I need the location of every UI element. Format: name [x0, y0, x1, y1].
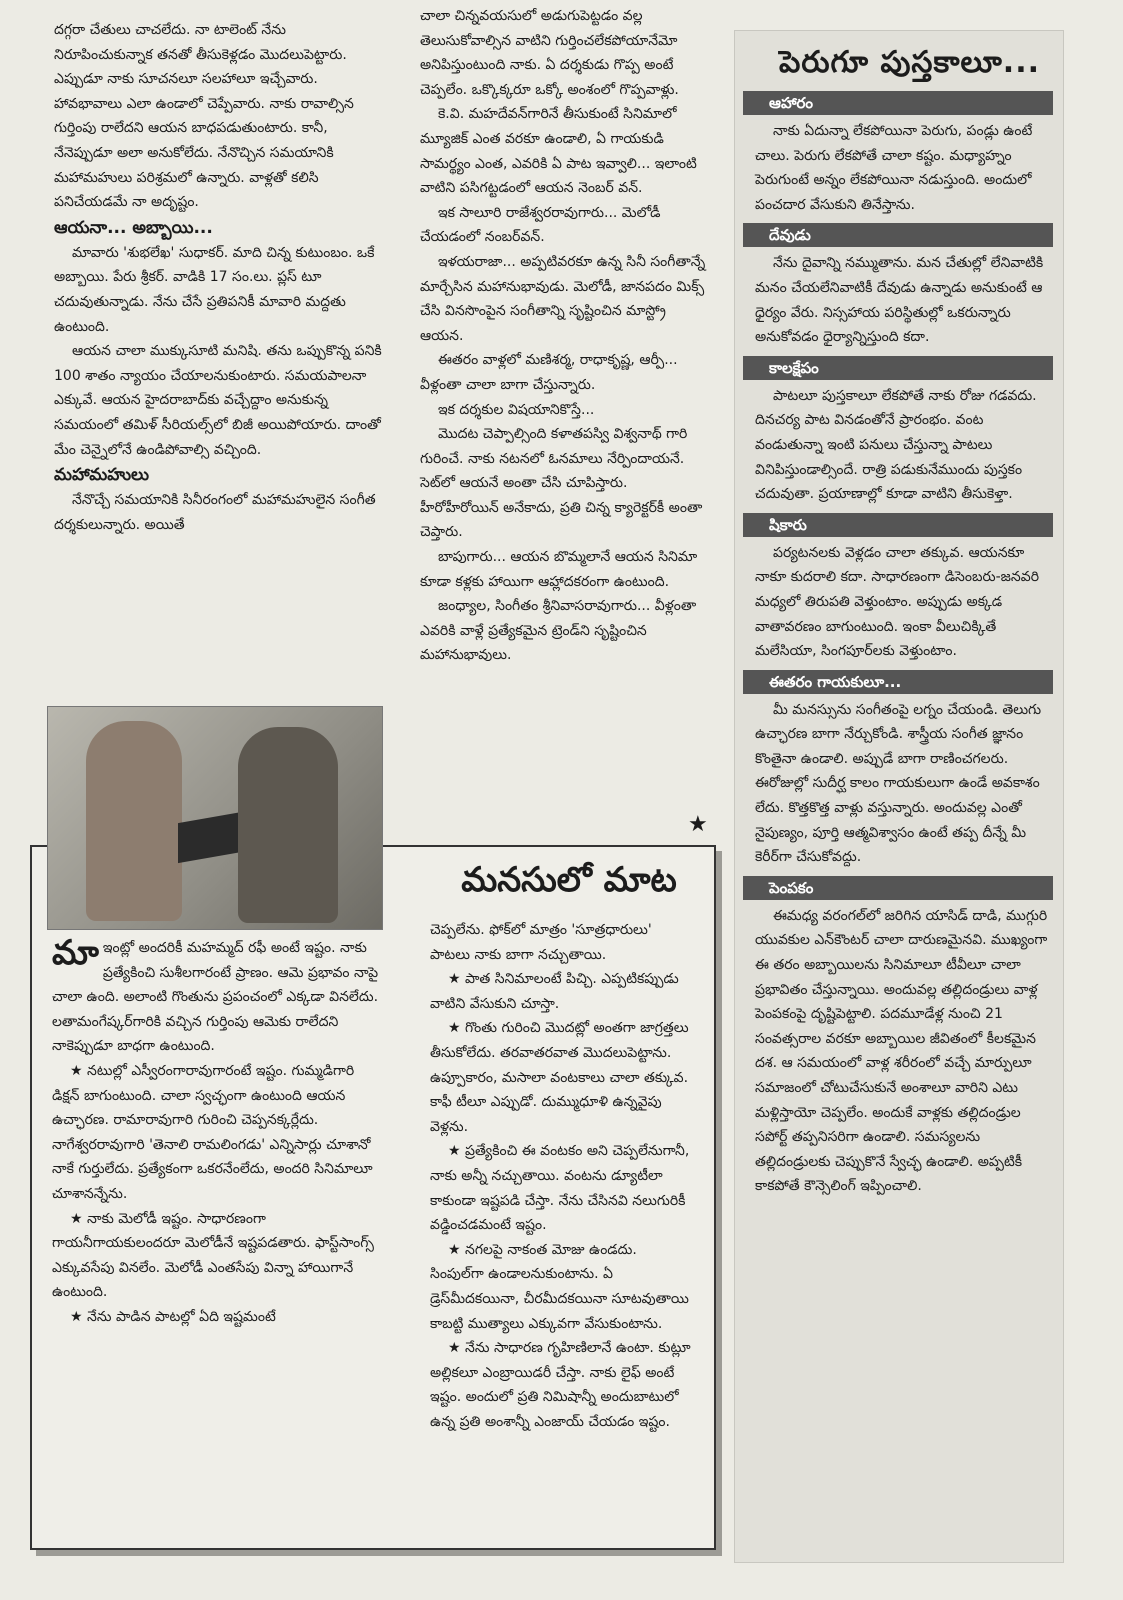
paragraph: ★ ప్రత్యేకించి ఈ వంటకం అని చెప్పలేనుగానీ, నాకు అన్నీ నచ్చుతాయి. వంటను డ్యూటీలా కాకుండా ఇష్టపడి చేస్తా. నేను చేసినవి నలుగురికీ వడ్డించడమంటే ఇష్టం.	[430, 1143, 690, 1234]
sidebar-section-heading: షికారు	[743, 513, 1053, 537]
paragraph: ఇళయరాజా... అప్పటివరకూ ఉన్న సినీ సంగీతాన్నే మార్చేసిన మహానుభావుడు. మెలోడీ, జానపదం మిక్స్ చేసి వినసొంపైన సంగీతాన్ని సృష్టించిన మాస్ట్రో ఆయన.	[420, 253, 706, 344]
boxed-title: మనసులో మాట	[434, 852, 704, 908]
sidebar-section-body: నేను దైవాన్ని నమ్ముతాను. మన చేతుల్లో లేనివాటికి మనం చేయలేనివాటికీ దేవుడు ఉన్నాడు అనుకుంటే ఆ ధైర్యం వేరు. నిస్సహాయ పరిస్థితుల్లో ఒకరున్నారు అనుకోవడం ధైర్యాన్నిస్తుంది కదా.	[755, 255, 1044, 346]
sidebar-section-body: మీ మనస్సును సంగీతంపై లగ్నం చేయండి. తెలుగు ఉచ్ఛారణ బాగా నేర్చుకోండి. శాస్త్రీయ సంగీత జ్ఞానం కొంతైనా ఉండాలి. అప్పుడే బాగా రాణించగలరు. ఈరోజుల్లో సుదీర్ఘ కాలం గాయకులుగా ఉండే అవకాశం లేదు. కొత్తకొత్త వాళ్లు వస్తున్నారు. అందువల్ల ఎంతో నైపుణ్యం, పూర్తి ఆత్మవిశ్వాసం ఉంటే తప్ప దీన్నే మీ కెరీర్‌గా చేసుకోవద్దు.	[755, 701, 1042, 866]
sidebar-section-body: పర్యటనలకు వెళ్లడం చాలా తక్కువ. ఆయనకూ నాకూ కుదరాలి కదా. సాధారణంగా డిసెంబరు-జనవరి మధ్యలో తిరుపతి వెళ్తుంటాం. అప్పుడు అక్కడ వాతావరణం బాగుంటుంది. ఇంకా వీలుచిక్కితే మలేసియా, సింగపూర్‌లకు వెళ్తుంటాం.	[755, 544, 1039, 660]
sidebar	[734, 30, 1064, 1563]
sidebar-section-heading: దేవుడు	[743, 223, 1053, 247]
photo-man	[238, 727, 338, 923]
sidebar-section-body: పాటలూ పుస్తకాలూ లేకపోతే నాకు రోజు గడవదు. దినచర్య పాట వినడంతోనే ప్రారంభం. వంట వండుతున్నా ఇంటి పనులు చేస్తున్నా పాటలు వినిపిస్తుండాల్సిందే. రాత్రి పడుకునేముందు పుస్తకం చదువుతా. ప్రయాణాల్లో కూడా వాటిని తీసుకెళ్తా.	[755, 387, 1037, 503]
paragraph: దగ్గరా చేతులు చాచలేదు. నా టాలెంట్ నేను నిరూపించుకున్నాక తనతో తీసుకెళ్లడం మొదలుపెట్టారు. ఎప్పుడూ నాకు సూచనలూ సలహాలూ ఇచ్చేవారు. హావభావాలు ఎలా ఉండాలో చెప్పేవారు. నాకు రావాల్సిన గుర్తింపు రాలేదని ఆయన బాధపడుతుంటారు. కానీ, నేనెప్పుడూ అలా అనుకోలేదు. నేనొచ్చిన సమయానికి మహామహులు పరిశ్రమలో ఉన్నారు. వాళ్లతో కలిసి పనిచేయడమే నా అదృష్టం.	[54, 22, 354, 211]
subheading: మహామహులు	[54, 465, 149, 486]
paragraph: ★ నేను సాధారణ గృహిణిలానే ఉంటా. కుట్లూ అల్లికలూ ఎంబ్రాయిడరీ చేస్తా. నాకు లైఫ్ అంటే ఇష్టం. అందులో ప్రతి నిమిషాన్నీ అందుబాటులో ఉన్న ప్రతి అంశాన్నీ ఎంజాయ్ చేయడం ఇష్టం.	[430, 1340, 691, 1430]
paragraph: నేనొచ్చే సమయానికి సినీరంగంలో మహామహులైన సంగీత దర్శకులున్నారు. అయితే	[54, 492, 376, 533]
paragraph: జంధ్యాల, సింగీతం శ్రీనివాసరావుగారు... వీళ్లంతా ఎవరికి వాళ్లే ప్రత్యేకమైన ట్రెండ్‌ని సృష్టించిన మహానుభావులు.	[420, 598, 697, 664]
paragraph: బాపుగారు... ఆయన బొమ్మలానే ఆయన సినిమా కూడా కళ్లకు హాయిగా ఆహ్లాదకరంగా ఉంటుంది.	[420, 549, 698, 590]
paragraph: మొదట చెప్పాల్సింది కళాతపస్వి విశ్వనాథ్ గారి గురించే. నాకు నటనలో ఓనమాలు నేర్పిందాయనే. సెట్‌లో ఆయనే అంతా చేసి చూపిస్తారు. హీరోహీరోయిన్ అనేకాదు, ప్రతి చిన్న క్యారెక్టర్‌కీ అంతా చెప్తారు.	[420, 426, 703, 541]
paragraph: చెప్పలేను. ఫోక్‌లో మాత్రం 'సూత్రధారులు' పాటలు నాకు బాగా నచ్చుతాయి.	[430, 922, 652, 963]
paragraph: మావారు 'శుభలేఖ' సుధాకర్. మాది చిన్న కుటుంబం. ఒకే అబ్బాయి. పేరు శ్రీకర్. వాడికి 17 సం.లు. ప్లస్ టూ చదువుతున్నాడు. నేను చేసే ప్రతిపనికీ మావారి మద్దతు ఉంటుంది.	[54, 244, 375, 335]
paragraph: ★ పాత సినిమాలంటే పిచ్చి. ఎప్పటికప్పుడు వాటిని వేసుకుని చూస్తా.	[430, 971, 679, 1012]
paragraph: ఇక దర్శకుల విషయానికొస్తే...	[438, 401, 595, 418]
box-column-2	[430, 918, 692, 1434]
paragraph: ఆయన చాలా ముక్కుసూటి మనిషి. తను ఒప్పుకొన్న పనికి 100 శాతం న్యాయం చేయాలనుకుంటారు. సమయపాలనా ఎక్కువే. ఆయన హైదరాబాద్‌కు వచ్చేద్దాం అనుకున్న సమయంలో తమిళ్ సీరియల్స్‌లో బిజీ అయిపోయారు. దాంతో మేం చెన్నైలోనే ఉండిపోవాల్సి వచ్చింది.	[54, 343, 382, 458]
paragraph: ఇక సాలూరి రాజేశ్వరరావుగారు... మెలోడీ చేయడంలో నంబర్‌వన్.	[420, 204, 661, 246]
paragraph: ★ నగలపై నాకంత మోజు ఉండదు. సింపుల్‌గా ఉండాలనుకుంటాను. ఏ డ్రెస్‌మీదకయినా, చీరమీదకయినా సూటవుతాయి కాబట్టి ముత్యాలు ఎక్కువగా వేసుకుంటాను.	[430, 1241, 689, 1332]
sidebar-title: పెరుగూ పుస్తకాలూ...	[779, 45, 1040, 80]
end-star: ★	[688, 812, 708, 837]
paragraph: ★ నటుల్లో ఎస్వీరంగారావుగారంటే ఇష్టం. గుమ్మడిగారి డిక్షన్ బాగుంటుంది. చాలా స్వచ్ఛంగా ఉంటుంది ఆయన ఉచ్ఛారణ. రామారావుగారి గురించి చెప్పనక్కర్లేదు. నాగేశ్వరరావుగారి 'తెనాలి రామలింగడు' ఎన్నిసార్లు చూశానో నాకే గుర్తులేదు. ప్రత్యేకంగా ఒకరనేంలేదు, అందరి సినిమాలూ చూశానన్నేను.	[52, 1062, 373, 1202]
box-column-1	[52, 933, 386, 1330]
paragraph: ★ గొంతు గురించి మొదట్లో అంతగా జాగ్రత్తలు తీసుకోలేదు. తరవాతరవాత మొదలుపెట్టాను. ఉప్పూకారం, మసాలా వంటకాలు చాలా తక్కువ. కాఫీ టీలూ ఎప్పుడో. దుమ్ముధూళి ఉన్నవైపు వెళ్లను.	[430, 1020, 689, 1135]
sidebar-section-heading: కాలక్షేపం	[743, 356, 1053, 380]
paragraph: కె.వి. మహదేవన్‌గారినే తీసుకుంటే సినిమాలో మ్యూజిక్ ఎంత వరకూ ఉండాలి, ఏ గాయకుడి సామర్థ్యం ఎంత, ఎవరికి ఏ పాట ఇవ్వాలి... ఇలాంటి వాటిని పసిగట్టడంలో ఆయన నెంబర్ వన్.	[420, 106, 697, 197]
article-column-1	[54, 18, 388, 537]
paragraph: ఇంట్లో అందరికీ మహమ్మద్ రఫీ అంటే ఇష్టం. నాకు ప్రత్యేకించి సుశీలగారంటే ప్రాణం. ఆమె ప్రభావం నాపై చాలా ఉంది. అలాంటి గొంతును ప్రపంచంలో ఎక్కడా వినలేదు. లతామంగేష్కర్‌గారికి వచ్చిన గుర్తింపు ఆమెకు రాలేదని నాకెప్పుడూ బాధగా ఉంటుంది.	[52, 940, 379, 1055]
sidebar-section-heading: ఈతరం గాయకులూ...	[743, 670, 1053, 694]
paragraph: ★ నాకు మెలోడీ ఇష్టం. సాధారణంగా గాయనీగాయకులందరూ మెలోడీనే ఇష్టపడతారు. ఫాస్ట్‌సాంగ్స్ ఎక్కువసేపు వినలేం. మెలోడీ ఎంతసేపు విన్నా హాయిగానే ఉంటుంది.	[52, 1210, 374, 1301]
sidebar-section-heading: ఆహారం	[743, 91, 1053, 115]
sidebar-section-heading: పెంపకం	[743, 876, 1053, 900]
paragraph: ★ నేను పాడిన పాటల్లో ఏది ఇష్టమంటే	[70, 1308, 276, 1325]
sidebar-sections	[735, 91, 1063, 1199]
photo-singer	[86, 721, 182, 921]
photo	[47, 706, 383, 930]
subheading: ఆయనా... అబ్బాయి...	[54, 217, 213, 238]
paragraph: చాలా చిన్నవయసులో అడుగుపెట్టడం వల్ల తెలుసుకోవాల్సిన వాటిని గుర్తించలేకపోయానేమో అనిపిస్తుంటుంది నాకు. ఏ దర్శకుడు గొప్ప అంటే చెప్పలేం. ఒక్కొక్కరూ ఒక్కో అంశంలో గొప్పవాళ్లు.	[420, 8, 679, 98]
sidebar-section-body: నాకు ఏదున్నా లేకపోయినా పెరుగు, పండ్లు ఉంటే చాలు. పెరుగు లేకపోతే చాలా కష్టం. మధ్యాహ్నం పెరుగుంటే అన్నం లేకపోయినా నడుస్తుంది. అందులో పంచదార వేసుకుని తినేస్తాను.	[755, 123, 1033, 213]
drop-cap: మా	[52, 933, 99, 973]
article-column-2	[420, 4, 710, 668]
sidebar-section-body: ఈమధ్య వరంగల్‌లో జరిగిన యాసిడ్ దాడి, ముగ్గురి యువకుల ఎన్‌కౌంటర్ చాలా దారుణమైనవి. ముఖ్యంగా ఈ తరం అబ్బాయిలను సినిమాలూ టీవీలూ చాలా ప్రభావితం చేస్తున్నాయి. అందువల్ల తల్లిదండ్రులు వాళ్ల పెంపకంపై దృష్టిపెట్టాలి. పదమూడేళ్ల నుంచి 21 సంవత్సరాల వరకూ అబ్బాయిల జీవితంలో కీలకమైన దశ. ఆ సమయంలో వాళ్ల శరీరంలో వచ్చే మార్పులూ సమాజంలో చోటుచేసుకునే అంశాలూ వారిని ఎటు మళ్లిస్తాయో చెప్పలేం. అందుకే వాళ్లకు తల్లిదండ్రుల సపోర్ట్ తప్పనిసరిగా ఉండాలి. సమస్యలను తల్లిదండ్రులకు చెప్పుకొనే స్వేచ్ఛ ఉండాలి. అప్పటికీ కాకపోతే కౌన్సెలింగ్ ఇప్పించాలి.	[755, 907, 1048, 1195]
paragraph: ఈతరం వాళ్లలో మణిశర్మ, రాధాకృష్ణ, ఆర్పీ... వీళ్లంతా చాలా బాగా చేస్తున్నారు.	[420, 352, 678, 393]
